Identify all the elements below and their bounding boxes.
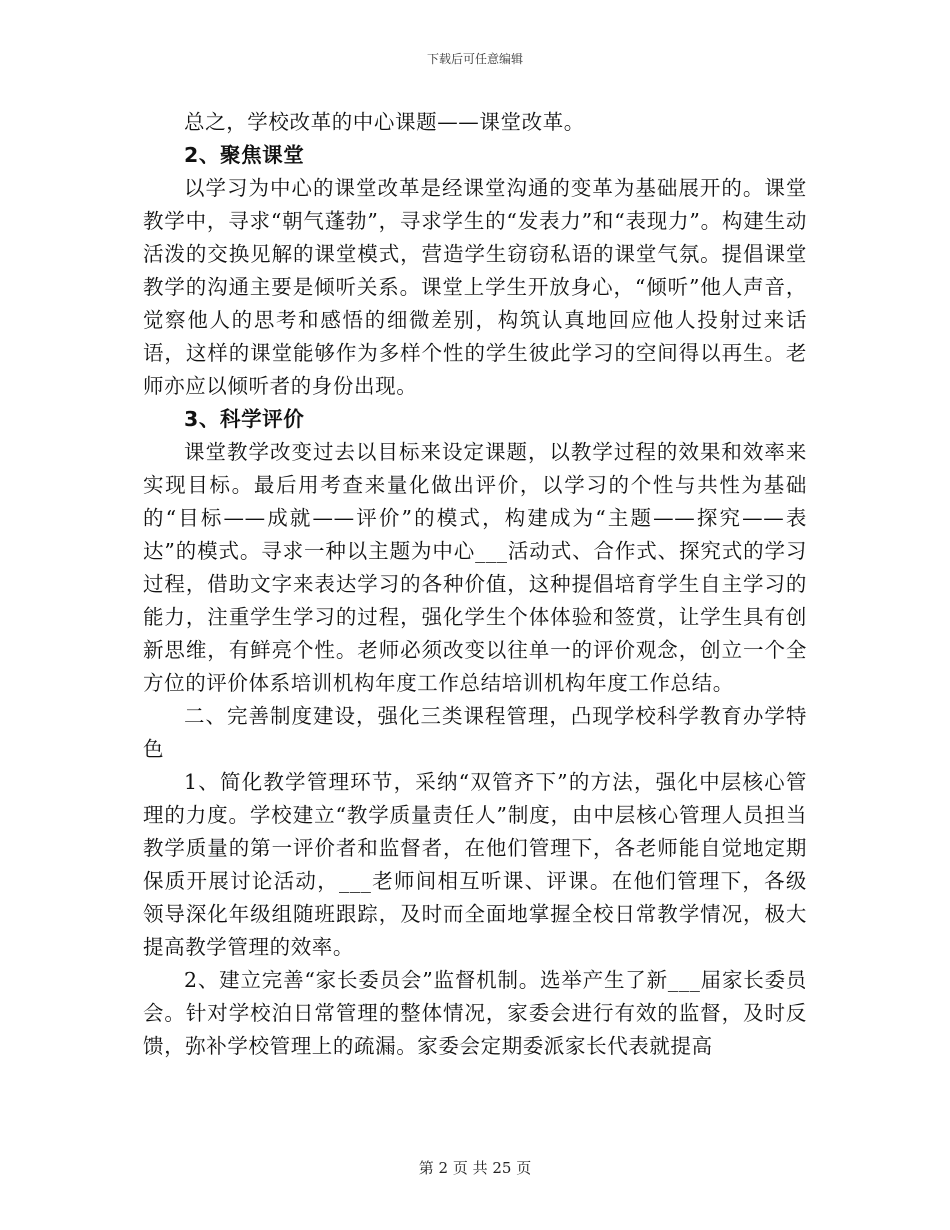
- paragraph-parent-committee: 2、建立完善“家长委员会”监督机制。选举产生了新___届家长委员会。针对学校泊日常管理的整体情况，家委会进行有效的监督，及时反馈，弥补学校管理上的疏漏。家委会定期委派家长代表就提高: [143, 968, 807, 1058]
- section-heading-focus-classroom: 2、聚焦课堂: [184, 143, 305, 167]
- document-body: [143, 106, 807, 1063]
- paragraph-summary: 总之，学校改革的中心课题——课堂改革。: [184, 110, 585, 134]
- section-heading-system-building: 二、完善制度建设，强化三类课程管理，凸现学校科学教育办学特色: [143, 704, 807, 761]
- paragraph-teaching-management: 1、简化教学管理环节，采纳“双管齐下”的方法，强化中层核心管理的力度。学校建立“教学质量责任人”制度，由中层核心管理人员担当教学质量的第一评价者和监督者，在他们管理下，各老师能自觉地定期保质开展讨论活动，___老师间相互听课、评课。在他们管理下，各级领导深化年级组随班跟踪，及时而全面地掌握全校日常教学情况，极大提高教学管理的效率。: [143, 770, 807, 959]
- page-number: 第 2 页 共 25 页: [418, 1159, 532, 1177]
- page-header: 下载后可任意编辑: [426, 52, 523, 66]
- paragraph-classroom-reform: 以学习为中心的课堂改革是经课堂沟通的变革为基础展开的。课堂教学中，寻求“朝气蓬勃”，寻求学生的“发表力”和“表现力”。构建生动活泼的交换见解的课堂模式，营造学生窃窃私语的课堂气氛。提倡课堂教学的沟通主要是倾听关系。课堂上学生开放身心，“倾听”他人声音，觉察他人的思考和感悟的细微差别，构筑认真地回应他人投射过来话语，这样的课堂能够作为多样个性的学生彼此学习的空间得以再生。老师亦应以倾听者的身份出现。: [143, 176, 807, 398]
- section-heading-scientific-evaluation: 3、科学评价: [184, 407, 305, 431]
- paragraph-evaluation: 课堂教学改变过去以目标来设定课题，以教学过程的效果和效率来实现目标。最后用考查来量化做出评价，以学习的个性与共性为基础的“目标——成就——评价”的模式，构建成为“主题——探究——表达”的模式。寻求一种以主题为中心___活动式、合作式、探究式的学习过程，借助文字来表达学习的各种价值，这种提倡培育学生自主学习的能力，注重学生学习的过程，强化学生个体体验和签赏，让学生具有创新思维，有鲜亮个性。老师必须改变以往单一的评价观念，创立一个全方位的评价体系培训机构年度工作总结培训机构年度工作总结。: [143, 440, 807, 695]
